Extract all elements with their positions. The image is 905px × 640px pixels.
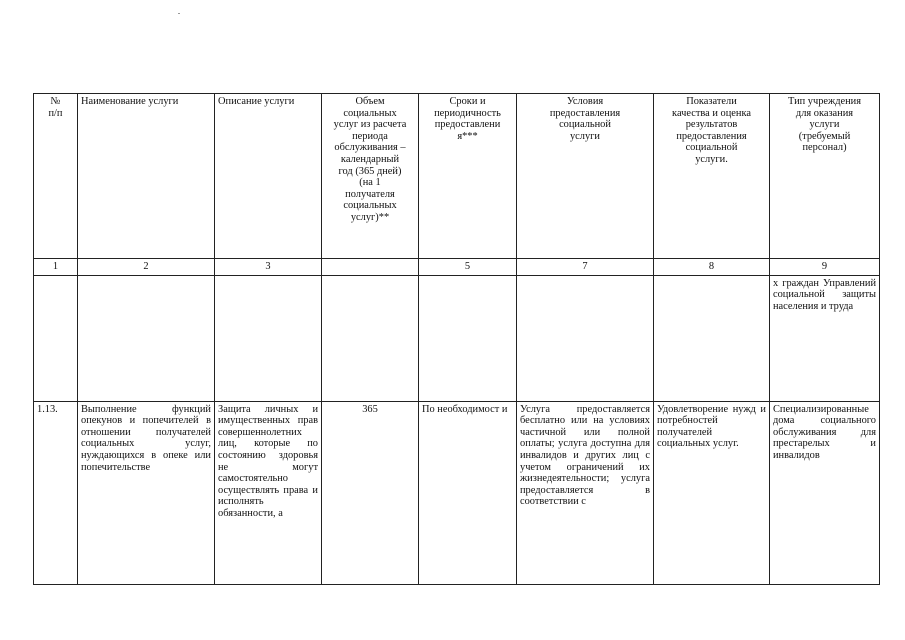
column-number: 3 [215, 259, 322, 276]
column-number: 1 [34, 259, 78, 276]
table-cell [654, 275, 770, 401]
service-institution: Специализированные дома социального обслуживания для престарелых и инвалидов [770, 401, 880, 584]
column-number: 7 [517, 259, 654, 276]
header-volume: Объем социальных услуг из расчета периода обслуживания – календарный год (365 дней) (на 1 получателя социальных услуг)** [322, 94, 419, 259]
service-conditions: Услуга предоставляется бесплатно или на условиях частичной или полной оплаты; услуга доступна для инвалидов и других лиц с учетом ограничений их жизнедеятельности; услуга предоставляется в соответствии с [517, 401, 654, 584]
continuation-institution: х граждан Управлений социальной защиты населения и труда [770, 275, 880, 401]
table-cell [34, 275, 78, 401]
table-cell [419, 275, 517, 401]
header-period: Сроки и периодичность предоставлени я*** [419, 94, 517, 259]
service-name: Выполнение функций опекунов и попечителей в отношении получателей социальных услуг, нуждающихся в опеке или попечительстве [78, 401, 215, 584]
service-quality: Удовлетворение нужд и потребностей получателей социальных услуг. [654, 401, 770, 584]
column-number [322, 259, 419, 276]
column-number: 9 [770, 259, 880, 276]
service-volume: 365 [322, 401, 419, 584]
header-row [34, 94, 880, 259]
continuation-row [34, 275, 880, 401]
column-number-row [34, 259, 880, 276]
table-row [34, 401, 880, 584]
column-number: 8 [654, 259, 770, 276]
row-number: 1.13. [34, 401, 78, 584]
scan-speck [178, 13, 180, 14]
service-description: Защита личных и имущественных прав совершеннолетних лиц, которые по состоянию здоровья не могут самостоятельно осуществлять права и исполнять обязанности, а [215, 401, 322, 584]
column-number: 2 [78, 259, 215, 276]
header-quality: Показатели качества и оценка результатов предоставления социальной услуги. [654, 94, 770, 259]
column-number: 5 [419, 259, 517, 276]
header-service-description: Описание услуги [215, 94, 322, 259]
header-conditions: Условия предоставления социальной услуги [517, 94, 654, 259]
table-cell [322, 275, 419, 401]
header-service-name: Наименование услуги [78, 94, 215, 259]
table-cell [78, 275, 215, 401]
services-table [33, 93, 880, 585]
service-period: По необходимост и [419, 401, 517, 584]
header-institution: Тип учреждения для оказания услуги (требуемый персонал) [770, 94, 880, 259]
table-cell [215, 275, 322, 401]
table-cell [517, 275, 654, 401]
header-num: № п/п [34, 94, 78, 259]
